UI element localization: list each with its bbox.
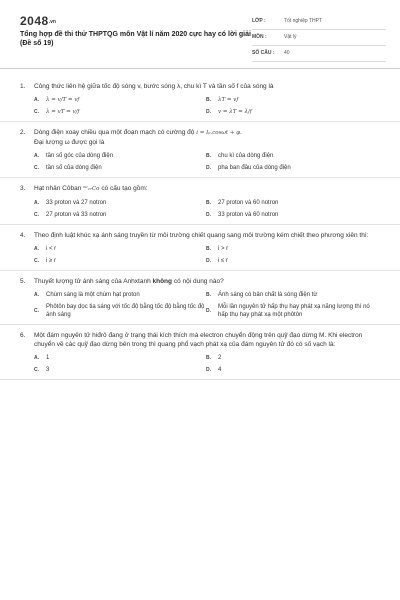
option-letter: D. [206, 367, 211, 373]
meta-label: MÔN : [252, 34, 267, 40]
option-a[interactable] [34, 96, 206, 104]
question-2 [0, 122, 400, 178]
option-d[interactable] [206, 303, 378, 319]
question-text: Theo định luật khúc xạ ánh sáng truyền từ môi trường chiết quang sang môi trường kém chiết theo phương xiên thì: [34, 232, 369, 239]
option-text: 27 proton và 33 notron [46, 212, 107, 218]
option-letter: B. [206, 97, 211, 103]
option-text: Mỗi lần nguyên tử hấp thụ hay phát xạ năng lượng thì nó hấp thụ hay phát xạ một phôtôn [218, 304, 370, 318]
answer-options [34, 152, 380, 172]
question-text-after: có nội dung nào? [173, 278, 224, 285]
option-text: 33 proton và 60 notron [218, 212, 279, 218]
option-c[interactable] [34, 164, 206, 172]
option-text: v = λT = λ/f [218, 109, 252, 115]
question-text-before: Hạt nhân Côban [34, 185, 82, 192]
answer-options [34, 199, 380, 219]
question-1 [0, 76, 400, 122]
option-text: i > r [218, 246, 229, 252]
option-b[interactable] [206, 152, 378, 160]
question-6 [0, 325, 400, 380]
question-number: 4. [20, 232, 26, 239]
option-text: tần số góc của dòng điện [46, 153, 114, 159]
meta-class [252, 14, 386, 30]
question-list [0, 76, 400, 380]
answer-options [34, 96, 380, 116]
option-c[interactable] [34, 108, 206, 116]
option-d[interactable] [206, 108, 378, 116]
question-text [34, 184, 380, 194]
option-letter: B. [206, 200, 211, 206]
answer-options [34, 354, 380, 374]
option-text: 27 proton và 60 notron [218, 200, 279, 206]
question-stem [20, 277, 380, 286]
option-text: λ = v/T = vf [46, 97, 80, 103]
nuclide-formula: ⁶⁰₂₇Co [83, 186, 100, 192]
meta-subject [252, 30, 386, 46]
option-text: 4 [218, 367, 222, 373]
option-text: 1 [46, 355, 50, 361]
exam-title: Tổng hợp đề thi thử THPTQG môn Vật lí năm 2020 cực hay có lời giải (Đề số 19) [20, 31, 251, 47]
option-text: i < r [46, 246, 57, 252]
question-stem [20, 231, 380, 240]
question-stem [20, 82, 380, 91]
option-d[interactable] [206, 257, 378, 265]
option-letter: C. [34, 258, 39, 264]
option-text: i ≤ r [218, 258, 228, 264]
question-number: 1. [20, 83, 26, 90]
question-number: 6. [20, 332, 26, 339]
option-text: Ánh sáng có bản chất là sóng điện từ [218, 292, 318, 298]
page-header [0, 0, 400, 66]
question-3 [0, 178, 400, 225]
option-text: i ≥ r [46, 258, 56, 264]
question-text-after: Đại lượng ω được gọi là [34, 139, 105, 146]
question-text-emphasis: không [152, 278, 172, 285]
question-stem [20, 128, 380, 147]
option-c[interactable] [34, 211, 206, 219]
option-letter: C. [34, 308, 39, 314]
option-b[interactable] [206, 96, 378, 104]
option-text: tần số của dòng điện [46, 165, 102, 171]
option-letter: C. [34, 109, 39, 115]
option-letter: C. [34, 212, 39, 218]
question-4 [0, 225, 400, 271]
logo-main: 2048 [20, 14, 49, 28]
option-letter: A. [34, 97, 39, 103]
option-text: Phôtôn bay dọc tia sáng với tốc độ bằng tốc độ bằng tốc độ ánh sáng [46, 304, 205, 318]
option-letter: A. [34, 153, 39, 159]
option-b[interactable] [206, 245, 378, 253]
question-text [34, 277, 380, 286]
option-text: 33 proton và 27 notron [46, 200, 107, 206]
question-text-after: có cấu tạo gồm: [101, 185, 148, 192]
meta-label: LỚP : [252, 18, 266, 24]
question-text-before: Thuyết lượng tử ánh sáng của Anhxtanh [34, 278, 151, 285]
option-a[interactable] [34, 199, 206, 207]
current-formula: i = I₀.cosωt + φ. [196, 130, 242, 136]
exam-meta [252, 14, 386, 62]
option-b[interactable] [206, 291, 378, 299]
option-text: 2 [218, 355, 222, 361]
option-text: λ = vT = v/f [46, 109, 80, 115]
option-letter: B. [206, 153, 211, 159]
site-logo[interactable] [20, 14, 56, 28]
option-a[interactable] [34, 354, 206, 362]
option-a[interactable] [34, 291, 206, 299]
option-letter: D. [206, 258, 211, 264]
option-text: λT = vf [218, 97, 239, 103]
option-letter: A. [34, 200, 39, 206]
option-letter: A. [34, 355, 39, 361]
option-text: 3 [46, 367, 50, 373]
option-a[interactable] [34, 245, 206, 253]
question-5 [0, 271, 400, 325]
question-text-before: Dòng điện xoay chiều qua một đoạn mạch có cường độ [34, 129, 195, 136]
option-c[interactable] [34, 303, 206, 319]
option-letter: B. [206, 292, 211, 298]
answer-options [34, 291, 380, 319]
question-stem [20, 184, 380, 194]
header-divider [0, 68, 400, 69]
question-text [34, 128, 380, 147]
option-letter: D. [206, 212, 211, 218]
option-letter: D. [206, 109, 211, 115]
question-number: 3. [20, 185, 26, 192]
option-c[interactable] [34, 257, 206, 265]
question-number: 2. [20, 129, 26, 136]
meta-question-count [252, 46, 386, 62]
option-text: Chùm sáng là một chùm hạt proton [46, 292, 140, 298]
option-text: chu kì của dòng điện [218, 153, 274, 159]
meta-value: Vật lý [284, 34, 297, 40]
option-text: pha ban đầu của dòng điện [218, 165, 291, 171]
option-d[interactable] [206, 211, 378, 219]
meta-value: 40 [284, 50, 290, 56]
logo-suffix: .vn [48, 19, 56, 26]
option-letter: C. [34, 367, 39, 373]
question-text: Một đám nguyên tử hiđrô đang ở trạng thái kích thích mà electron chuyển động trên quỹ đạo dừng M. Khi electron chuyển về các quỹ đạo dừng bên trong thì quang phổ vạch phát xạ của đám nguyên tử đó có số vạch là: [34, 332, 363, 348]
option-b[interactable] [206, 199, 378, 207]
option-letter: B. [206, 355, 211, 361]
option-d[interactable] [206, 164, 378, 172]
meta-label: SỐ CÂU : [252, 50, 275, 56]
option-letter: D. [206, 308, 211, 314]
option-d[interactable] [206, 366, 378, 374]
answer-options [34, 245, 380, 265]
option-letter: A. [34, 246, 39, 252]
option-c[interactable] [34, 366, 206, 374]
option-letter: C. [34, 165, 39, 171]
option-letter: B. [206, 246, 211, 252]
question-text: Công thức liên hệ giữa tốc độ sóng v, bước sóng λ, chu kì T và tần số f của sóng là [34, 83, 274, 90]
question-stem [20, 331, 380, 349]
option-letter: D. [206, 165, 211, 171]
option-b[interactable] [206, 354, 378, 362]
question-number: 5. [20, 278, 26, 285]
option-letter: A. [34, 292, 39, 298]
meta-value: Tốt nghiệp THPT [284, 18, 322, 24]
option-a[interactable] [34, 152, 206, 160]
